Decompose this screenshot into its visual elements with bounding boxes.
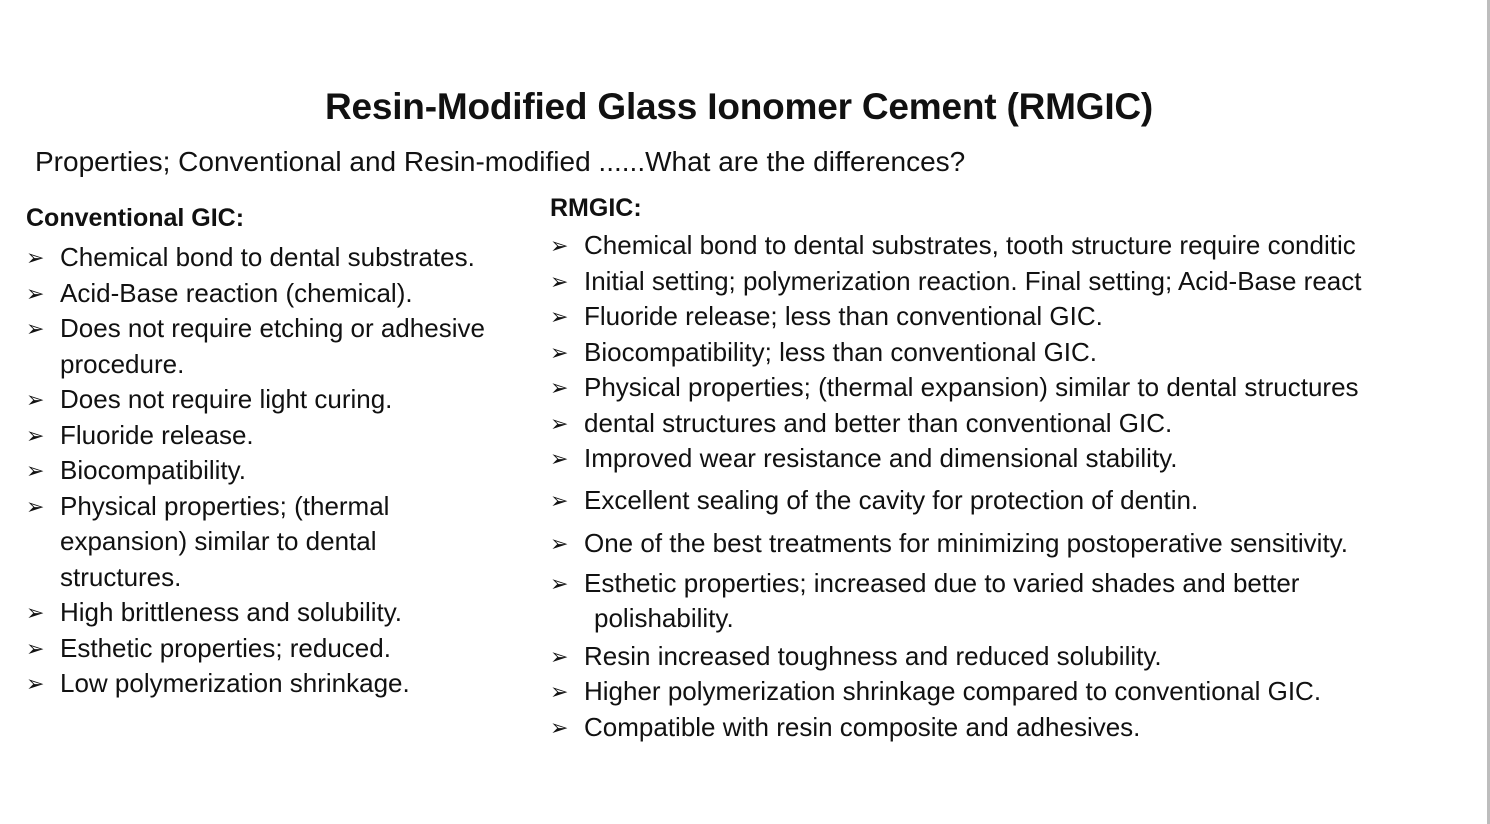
arrow-bullet-icon: ➢ <box>26 493 45 519</box>
list-item-text: Initial setting; polymerization reaction. Final setting; Acid-Base react <box>584 265 1362 296</box>
slide-subtitle: Properties; Conventional and Resin-modified ......What are the differences? <box>35 146 966 177</box>
list-item-text: Improved wear resistance and dimensional stability. <box>584 443 1178 473</box>
list-item-text: Esthetic properties; increased due to varied shades and better <box>584 567 1300 598</box>
list-item-text: One of the best treatments for minimizing postoperative sensitivity. <box>584 528 1348 558</box>
list-item-text: Does not require light curing. <box>60 384 393 414</box>
arrow-bullet-icon: ➢ <box>550 375 569 400</box>
list-item-text: Resin increased toughness and reduced solubility. <box>584 640 1162 671</box>
arrow-bullet-icon: ➢ <box>550 570 569 596</box>
arrow-bullet-icon: ➢ <box>26 671 45 696</box>
list-item-text: Compatible with resin composite and adhesives. <box>584 711 1141 742</box>
list-item-text: Excellent sealing of the cavity for protection of dentin. <box>584 484 1199 515</box>
list-item-text: Acid-Base reaction (chemical). <box>60 277 413 308</box>
arrow-bullet-icon: ➢ <box>26 387 45 412</box>
list-item <box>550 639 1474 675</box>
list-item <box>26 418 546 454</box>
conventional-list <box>26 240 546 702</box>
arrow-bullet-icon: ➢ <box>26 458 45 483</box>
list-item <box>550 299 1474 335</box>
list-item <box>550 228 1474 264</box>
list-item-text: Fluoride release. <box>60 419 254 450</box>
list-item-continuation: polishability. <box>594 603 734 633</box>
list-item <box>26 276 546 312</box>
arrow-bullet-icon: ➢ <box>550 233 569 258</box>
list-item <box>550 710 1474 746</box>
list-item <box>550 335 1474 371</box>
list-item-text: Chemical bond to dental substrates, tooth structure require conditic <box>584 230 1356 260</box>
list-item <box>26 382 546 418</box>
list-item-text: Esthetic properties; reduced. <box>60 632 391 663</box>
list-item <box>550 264 1474 300</box>
list-item-text: Does not require etching or adhesive procedure. <box>60 313 485 379</box>
list-item <box>550 674 1474 710</box>
arrow-bullet-icon: ➢ <box>550 339 569 365</box>
list-item-text: Biocompatibility. <box>60 455 246 485</box>
arrow-bullet-icon: ➢ <box>550 268 569 294</box>
list-item <box>26 631 546 667</box>
list-item-text: Low polymerization shrinkage. <box>60 668 410 698</box>
list-item-text: Biocompatibility; less than conventional GIC. <box>584 336 1098 367</box>
arrow-bullet-icon: ➢ <box>26 422 45 448</box>
arrow-bullet-icon: ➢ <box>26 280 45 306</box>
arrow-bullet-icon: ➢ <box>550 304 569 329</box>
arrow-bullet-icon: ➢ <box>550 531 569 556</box>
list-item <box>26 595 546 631</box>
arrow-bullet-icon: ➢ <box>26 245 45 270</box>
list-item <box>550 370 1474 406</box>
arrow-bullet-icon: ➢ <box>26 316 45 341</box>
list-item-text: Physical properties; (thermal expansion) similar to dental structures. <box>60 490 390 592</box>
list-item <box>26 453 546 489</box>
list-item <box>550 566 1474 637</box>
conventional-heading: Conventional GIC: <box>26 204 245 232</box>
list-item <box>550 483 1474 519</box>
list-item <box>26 666 546 702</box>
list-item-text: Chemical bond to dental substrates. <box>60 242 475 272</box>
arrow-bullet-icon: ➢ <box>550 446 569 471</box>
arrow-bullet-icon: ➢ <box>550 643 569 669</box>
list-item <box>550 441 1474 477</box>
arrow-bullet-icon: ➢ <box>26 635 45 661</box>
list-item <box>550 406 1474 442</box>
arrow-bullet-icon: ➢ <box>550 679 569 704</box>
list-item-text: Higher polymerization shrinkage compared to conventional GIC. <box>584 676 1322 706</box>
list-item <box>26 240 546 276</box>
rmgic-heading: RMGIC: <box>550 194 642 222</box>
arrow-bullet-icon: ➢ <box>550 487 569 513</box>
list-item-text: High brittleness and solubility. <box>60 597 403 627</box>
list-item <box>26 311 546 382</box>
list-item <box>26 489 460 596</box>
list-item <box>550 526 1474 562</box>
rmgic-list <box>550 228 1474 745</box>
list-item-text: dental structures and better than conventional GIC. <box>584 407 1173 438</box>
arrow-bullet-icon: ➢ <box>26 600 45 625</box>
slide-title: Resin-Modified Glass Ionomer Cement (RMGIC) <box>324 86 1154 127</box>
arrow-bullet-icon: ➢ <box>550 714 569 740</box>
list-item-text: Physical properties; (thermal expansion) similar to dental structures <box>584 372 1359 402</box>
arrow-bullet-icon: ➢ <box>550 410 569 436</box>
list-item-text: Fluoride release; less than conventional GIC. <box>584 301 1103 331</box>
